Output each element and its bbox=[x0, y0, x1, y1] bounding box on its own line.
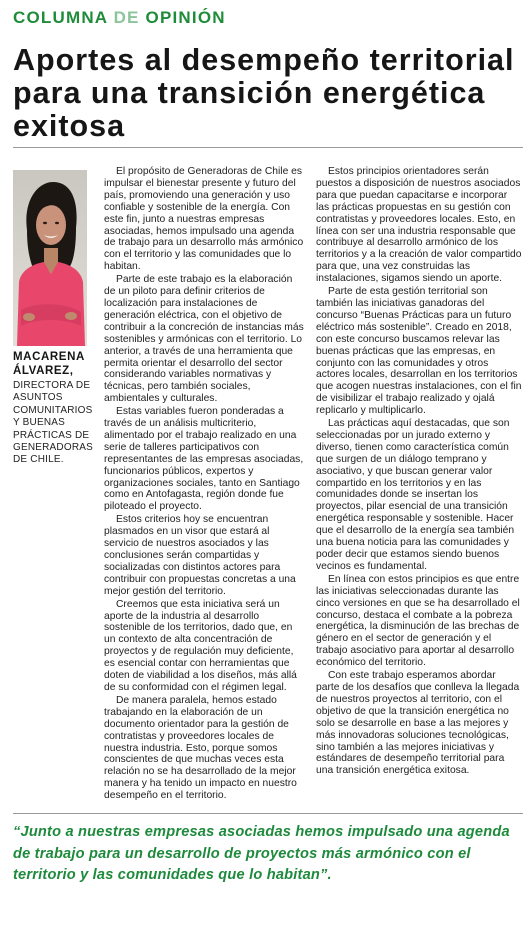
paragraph: Las prácticas aquí destacadas, que son seleccionadas por un jurado externo y diverso, tienen como característica común que surgen de un diálogo temprano y asociativo, y que buscan generar valor compartido en los territorios y en las comunidades donde se insertan los proyectos, pilar esencial de una transición energética responsable y sostenible. Hacer que el desarrollo de la energía sea también una buena noticia para las comunidades y poder decir que estamos siendo buenos vecinos es fundamental. bbox=[316, 418, 515, 572]
paragraph: Con este trabajo esperamos abordar parte de los desafíos que conlleva la llegada de nuestros proyectos al territorio, con el objetivo de que la transición energética no solo se desarrolle en base a las mejores y más innovadoras soluciones tecnológicas, sino también a las mejores iniciativas y estándares de desempeño territorial para una transición energética exitosa. bbox=[316, 670, 520, 777]
author-name: MACARENA ÁLVAREZ, bbox=[13, 351, 85, 377]
article-headline: Aportes al desempeño territorial para una transición energética exitosa bbox=[13, 43, 515, 143]
author-portrait-image bbox=[13, 170, 87, 346]
paragraph: Parte de este trabajo es la elaboración de un piloto para definir criterios de localización para instalaciones de generación eléctrica, con el objetivo de contribuir a la concreción de instancias más sostenibles y armónicas con el territorio. Lo anterior, a través de una herramienta que permita orientar el desarrollo del sector considerando variables normativas y técnicas, pero también sociales, ambientales y culturales. bbox=[104, 274, 304, 405]
paragraph: Parte de esta gestión territorial son también las iniciativas ganadoras del concurso “Buenas Prácticas para un futuro eléctrico más sostenible”. Creado en 2018, con este concurso buscamos relevar las buenas prácticas que las empresas, en conjunto con las comunidades y otros actores locales, desarrollan en los territorios que acogen nuestras instalaciones, con el fin de visibilizar el trabajo realizado y ojalá replicarlo y multiplicarlo. bbox=[316, 286, 522, 417]
headline-divider bbox=[13, 147, 523, 148]
quote-divider bbox=[13, 813, 523, 814]
author-role: DIRECTORA DE ASUNTOS COMUNITARIOS Y BUENAS PRÁCTICAS DE GENERADORAS DE CHILE. bbox=[13, 380, 93, 466]
paragraph: Estos criterios hoy se encuentran plasmados en un visor que estará al servicio de nuestros asociados y las conclusiones serán compartidas y socializadas con distintos actores para contribuir con propuestas concretas a una mejor gestión del territorio. bbox=[104, 514, 296, 597]
section-label-main: COLUMNA bbox=[13, 8, 114, 27]
body-column-1 bbox=[104, 166, 306, 812]
section-label bbox=[13, 8, 226, 28]
body-column-2 bbox=[316, 166, 522, 812]
section-label-end: OPINIÓN bbox=[139, 8, 226, 27]
paragraph: Estas variables fueron ponderadas a través de un análisis multicriterio, alimentado por el trabajo realizado en una serie de talleres participativos con representantes de las empresas asociadas, funcionarios públicos, expertos y organizaciones sociales, tanto en Santiago como en Antofagasta, región donde fue piloteado el proyecto. bbox=[104, 406, 304, 513]
author-photo bbox=[13, 170, 87, 346]
paragraph: El propósito de Generadoras de Chile es impulsar el bienestar presente y futuro del país, promoviendo una generación y uso confiable y sostenible de la energía. Con este fin, junto a nuestras empresas asociadas, hemos impulsado una agenda de trabajo para un desarrollo más armónico con el territorio y las comunidades que lo habitan. bbox=[104, 166, 304, 273]
paragraph: Creemos que esta iniciativa será un aporte de la industria al desarrollo sostenible de los territorios, dado que, en un contexto de alta concentración de proyectos y de regulación muy deficiente, es esencial contar con herramientas que doten de viabilidad a los diseños, más allá de su conformidad con el régimen legal. bbox=[104, 598, 297, 693]
paragraph: De manera paralela, hemos estado trabajando en la elaboración de un documento orientador para la gestión de contratistas y proveedores locales de nuestra industria. Esto, porque somos conscientes de que muchas veces esta relación no se ha desarrollado de la mejor manera y ha tenido un impacto en nuestro desempeño en el territorio. bbox=[104, 694, 297, 802]
paragraph: En línea con estos principios es que entre las iniciativas seleccionadas durante las cinco versiones en que se ha desarrollado el concurso, destaca el combate a la pobreza energética, la disminución de las brechas de género en el sector de generación y el trabajo asociativo para aportar al desarrollo económico del territorio. bbox=[316, 573, 520, 669]
section-label-de: DE bbox=[113, 8, 140, 27]
paragraph: Estos principios orientadores serán puestos a disposición de nuestros asociados para que puedan capacitarse e incorporar las prácticas propuestas en su gestión con contratistas y proveedores locales. Esto, en línea con ser una industria responsable que contribuye al desarrollo armónico de los territorios y a la creación de valor compartido para que, una vez construidas las instalaciones, sigamos siendo un aporte. bbox=[316, 166, 522, 285]
pull-quote: “Junto a nuestras empresas asociadas hemos impulsado una agenda de trabajo para un desarrollo de proyectos más armónico con el territorio y las comunidades que lo habitan”. bbox=[13, 824, 510, 883]
